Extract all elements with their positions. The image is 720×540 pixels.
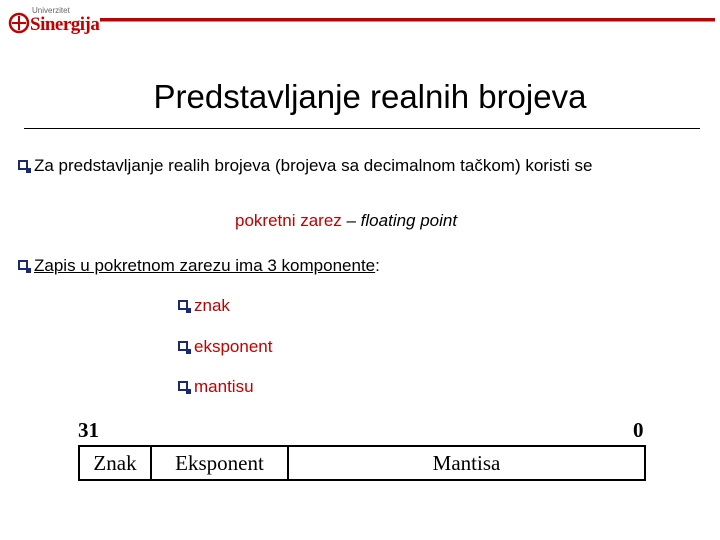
- floating-point-line: [235, 211, 457, 231]
- low-bit-label: 0: [633, 418, 644, 442]
- register-field-sign: Znak: [80, 447, 152, 479]
- high-bit-label: 31: [78, 418, 99, 442]
- university-logo: [8, 6, 98, 36]
- component-label: znak: [194, 296, 230, 315]
- square-bullet-icon: [178, 300, 188, 310]
- slide-title: Predstavljanje realnih brojeva: [153, 78, 587, 115]
- logo-name: Sinergija: [30, 14, 100, 35]
- bullet-2-suffix: :: [375, 256, 380, 275]
- title-divider: [24, 128, 700, 129]
- logo-mark-icon: [8, 12, 30, 34]
- square-bullet-icon: [178, 341, 188, 351]
- square-bullet-icon: [18, 160, 28, 170]
- component-label: mantisu: [194, 377, 254, 396]
- float-register-diagram: [78, 445, 646, 481]
- logo-small-text: Univerzitet: [32, 6, 70, 15]
- floating-point-rest: – floating point: [341, 211, 458, 230]
- component-label: eksponent: [194, 337, 273, 356]
- bullet-1: [18, 155, 708, 177]
- square-bullet-icon: [18, 260, 28, 270]
- bullet-2-text: Zapis u pokretnom zarezu ima 3 komponente: [34, 256, 376, 275]
- bullet-2: [18, 256, 380, 276]
- component-item: [178, 337, 272, 357]
- bullet-1-text: Za predstavljanje realih brojeva (brojeva sa decimalnom tačkom) koristi se: [34, 156, 593, 175]
- component-item: [178, 377, 254, 397]
- component-item: [178, 296, 230, 316]
- register-field-mantissa: Mantisa: [432, 450, 501, 475]
- square-bullet-icon: [178, 381, 188, 391]
- header-rule-shadow: [100, 21, 715, 22]
- floating-point-red-text: pokretni zarez: [235, 211, 342, 230]
- register-field-exponent: Eksponent: [152, 447, 289, 479]
